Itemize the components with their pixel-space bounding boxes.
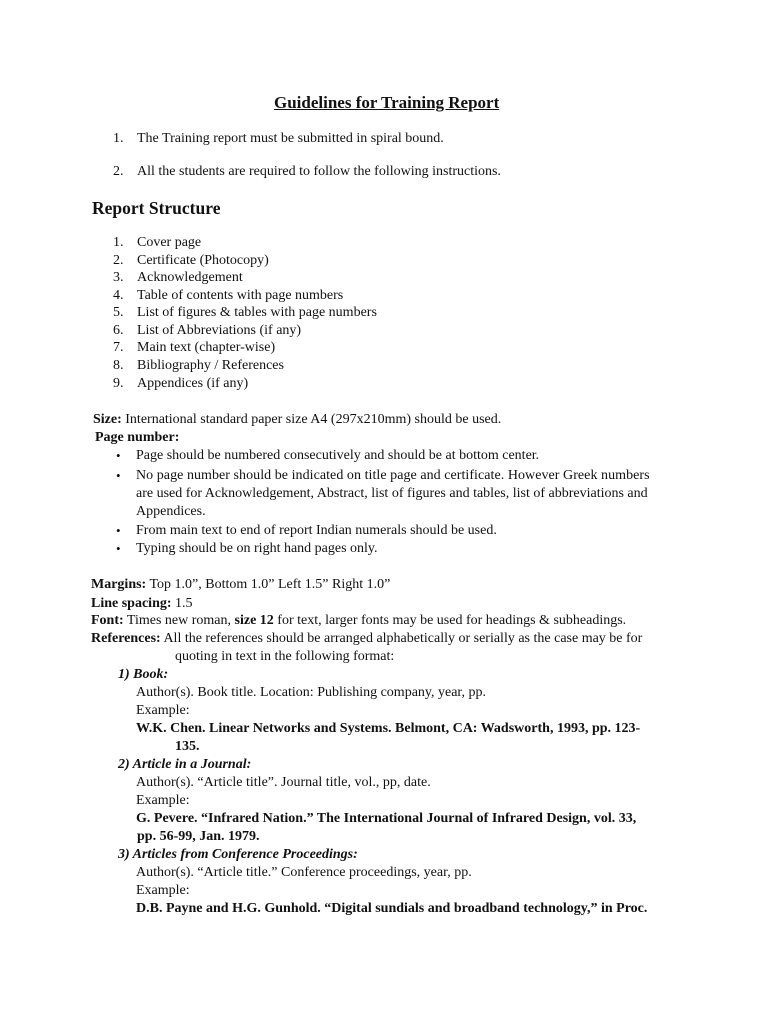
- bullet-icon: •: [116, 541, 121, 556]
- size-label: Size:: [93, 412, 122, 427]
- bullet-icon: •: [116, 468, 121, 483]
- list-item: [113, 375, 248, 393]
- line-spacing-label: Line spacing:: [91, 596, 172, 611]
- example-label: Example:: [136, 703, 190, 718]
- list-item: [113, 322, 301, 340]
- bullet-text: Typing should be on right hand pages only.: [136, 541, 378, 556]
- conference-heading: 3) Articles from Conference Proceedings:: [118, 847, 358, 862]
- book-format: Author(s). Book title. Location: Publishing company, year, pp.: [136, 685, 487, 700]
- list-number: 2.: [113, 252, 124, 268]
- list-text: Bibliography / References: [137, 358, 284, 373]
- references-label: References:: [91, 631, 161, 646]
- list-number: 9.: [113, 376, 124, 391]
- article-example-cont: pp. 56-99, Jan. 1979.: [137, 829, 260, 844]
- bullet-text: are used for Acknowledgement, Abstract, list of figures and tables, list of abbreviations and: [136, 486, 648, 501]
- bullet-text: No page number should be indicated on title page and certificate. However Greek numbers: [136, 468, 650, 483]
- book-example: W.K. Chen. Linear Networks and Systems. Belmont, CA: Wadsworth, 1993, pp. 123-: [136, 721, 641, 736]
- size-text: International standard paper size A4 (297x210mm) should be used.: [125, 412, 502, 427]
- margins-label: Margins:: [91, 577, 147, 592]
- size-line: [93, 411, 501, 429]
- article-format: Author(s). “Article title”. Journal title, vol., pp, date.: [136, 775, 431, 790]
- references-text-cont: quoting in text in the following format:: [175, 649, 395, 664]
- list-number: 6.: [113, 322, 124, 338]
- font-label: Font:: [91, 613, 124, 628]
- list-text: All the students are required to follow the following instructions.: [137, 164, 501, 179]
- list-item: [113, 130, 444, 148]
- list-item: [113, 252, 269, 270]
- font-post: for text, larger fonts may be used for headings & subheadings.: [277, 613, 627, 628]
- list-number: 4.: [113, 287, 124, 303]
- bullet-text: From main text to end of report Indian numerals should be used.: [136, 523, 497, 538]
- book-example-cont: 135.: [175, 739, 200, 754]
- list-number: 3.: [113, 270, 124, 285]
- bullet-text: Page should be numbered consecutively and should be at bottom center.: [136, 448, 540, 463]
- example-label: Example:: [136, 793, 190, 808]
- font-pre: Times new roman,: [126, 613, 232, 628]
- bullet-icon: •: [116, 523, 121, 538]
- font-line: [91, 612, 626, 630]
- list-text: Table of contents with page numbers: [137, 287, 344, 303]
- margins-text: Top 1.0”, Bottom 1.0” Left 1.5” Right 1.0”: [149, 577, 391, 592]
- list-number: 8.: [113, 358, 124, 373]
- article-heading: 2) Article in a Journal:: [118, 757, 252, 772]
- list-number: 5.: [113, 305, 124, 320]
- list-item: [113, 304, 377, 322]
- page-number-heading: Page number:: [95, 430, 180, 445]
- line-spacing-line: [91, 595, 193, 613]
- list-number: 1.: [113, 131, 124, 146]
- list-text: Certificate (Photocopy): [137, 252, 269, 268]
- list-text: Cover page: [137, 235, 202, 250]
- list-item: [113, 163, 501, 181]
- line-spacing-value: 1.5: [175, 596, 193, 611]
- book-heading: 1) Book:: [118, 667, 169, 682]
- list-item: [113, 234, 201, 252]
- list-item: [113, 269, 243, 287]
- references-text: All the references should be arranged alphabetically or serially as the case may be for: [163, 631, 643, 646]
- list-item: [113, 287, 343, 305]
- example-label: Example:: [136, 883, 190, 898]
- list-text: Acknowledgement: [137, 270, 243, 285]
- list-number: 1.: [113, 235, 124, 250]
- references-line: [91, 630, 642, 648]
- margins-line: [91, 576, 390, 594]
- list-text: Main text (chapter-wise): [137, 340, 276, 355]
- list-text: List of figures & tables with page numbers: [137, 305, 377, 320]
- list-item: [113, 339, 275, 357]
- section-heading: Report Structure: [92, 198, 221, 218]
- conference-example: D.B. Payne and H.G. Gunhold. “Digital sundials and broadband technology,” in Proc.: [136, 901, 648, 916]
- bullet-icon: •: [116, 448, 121, 463]
- list-text: Appendices (if any): [137, 376, 249, 391]
- list-item: [113, 357, 284, 375]
- font-size: size 12: [234, 613, 274, 628]
- conference-format: Author(s). “Article title.” Conference proceedings, year, pp.: [136, 865, 472, 880]
- bullet-text: Appendices.: [136, 504, 206, 519]
- list-text: The Training report must be submitted in spiral bound.: [137, 131, 444, 146]
- page-title: Guidelines for Training Report: [274, 93, 500, 112]
- list-number: 2.: [113, 164, 124, 179]
- list-text: List of Abbreviations (if any): [137, 322, 302, 338]
- list-number: 7.: [113, 340, 124, 355]
- article-example: G. Pevere. “Infrared Nation.” The International Journal of Infrared Design, vol. 33,: [136, 811, 637, 826]
